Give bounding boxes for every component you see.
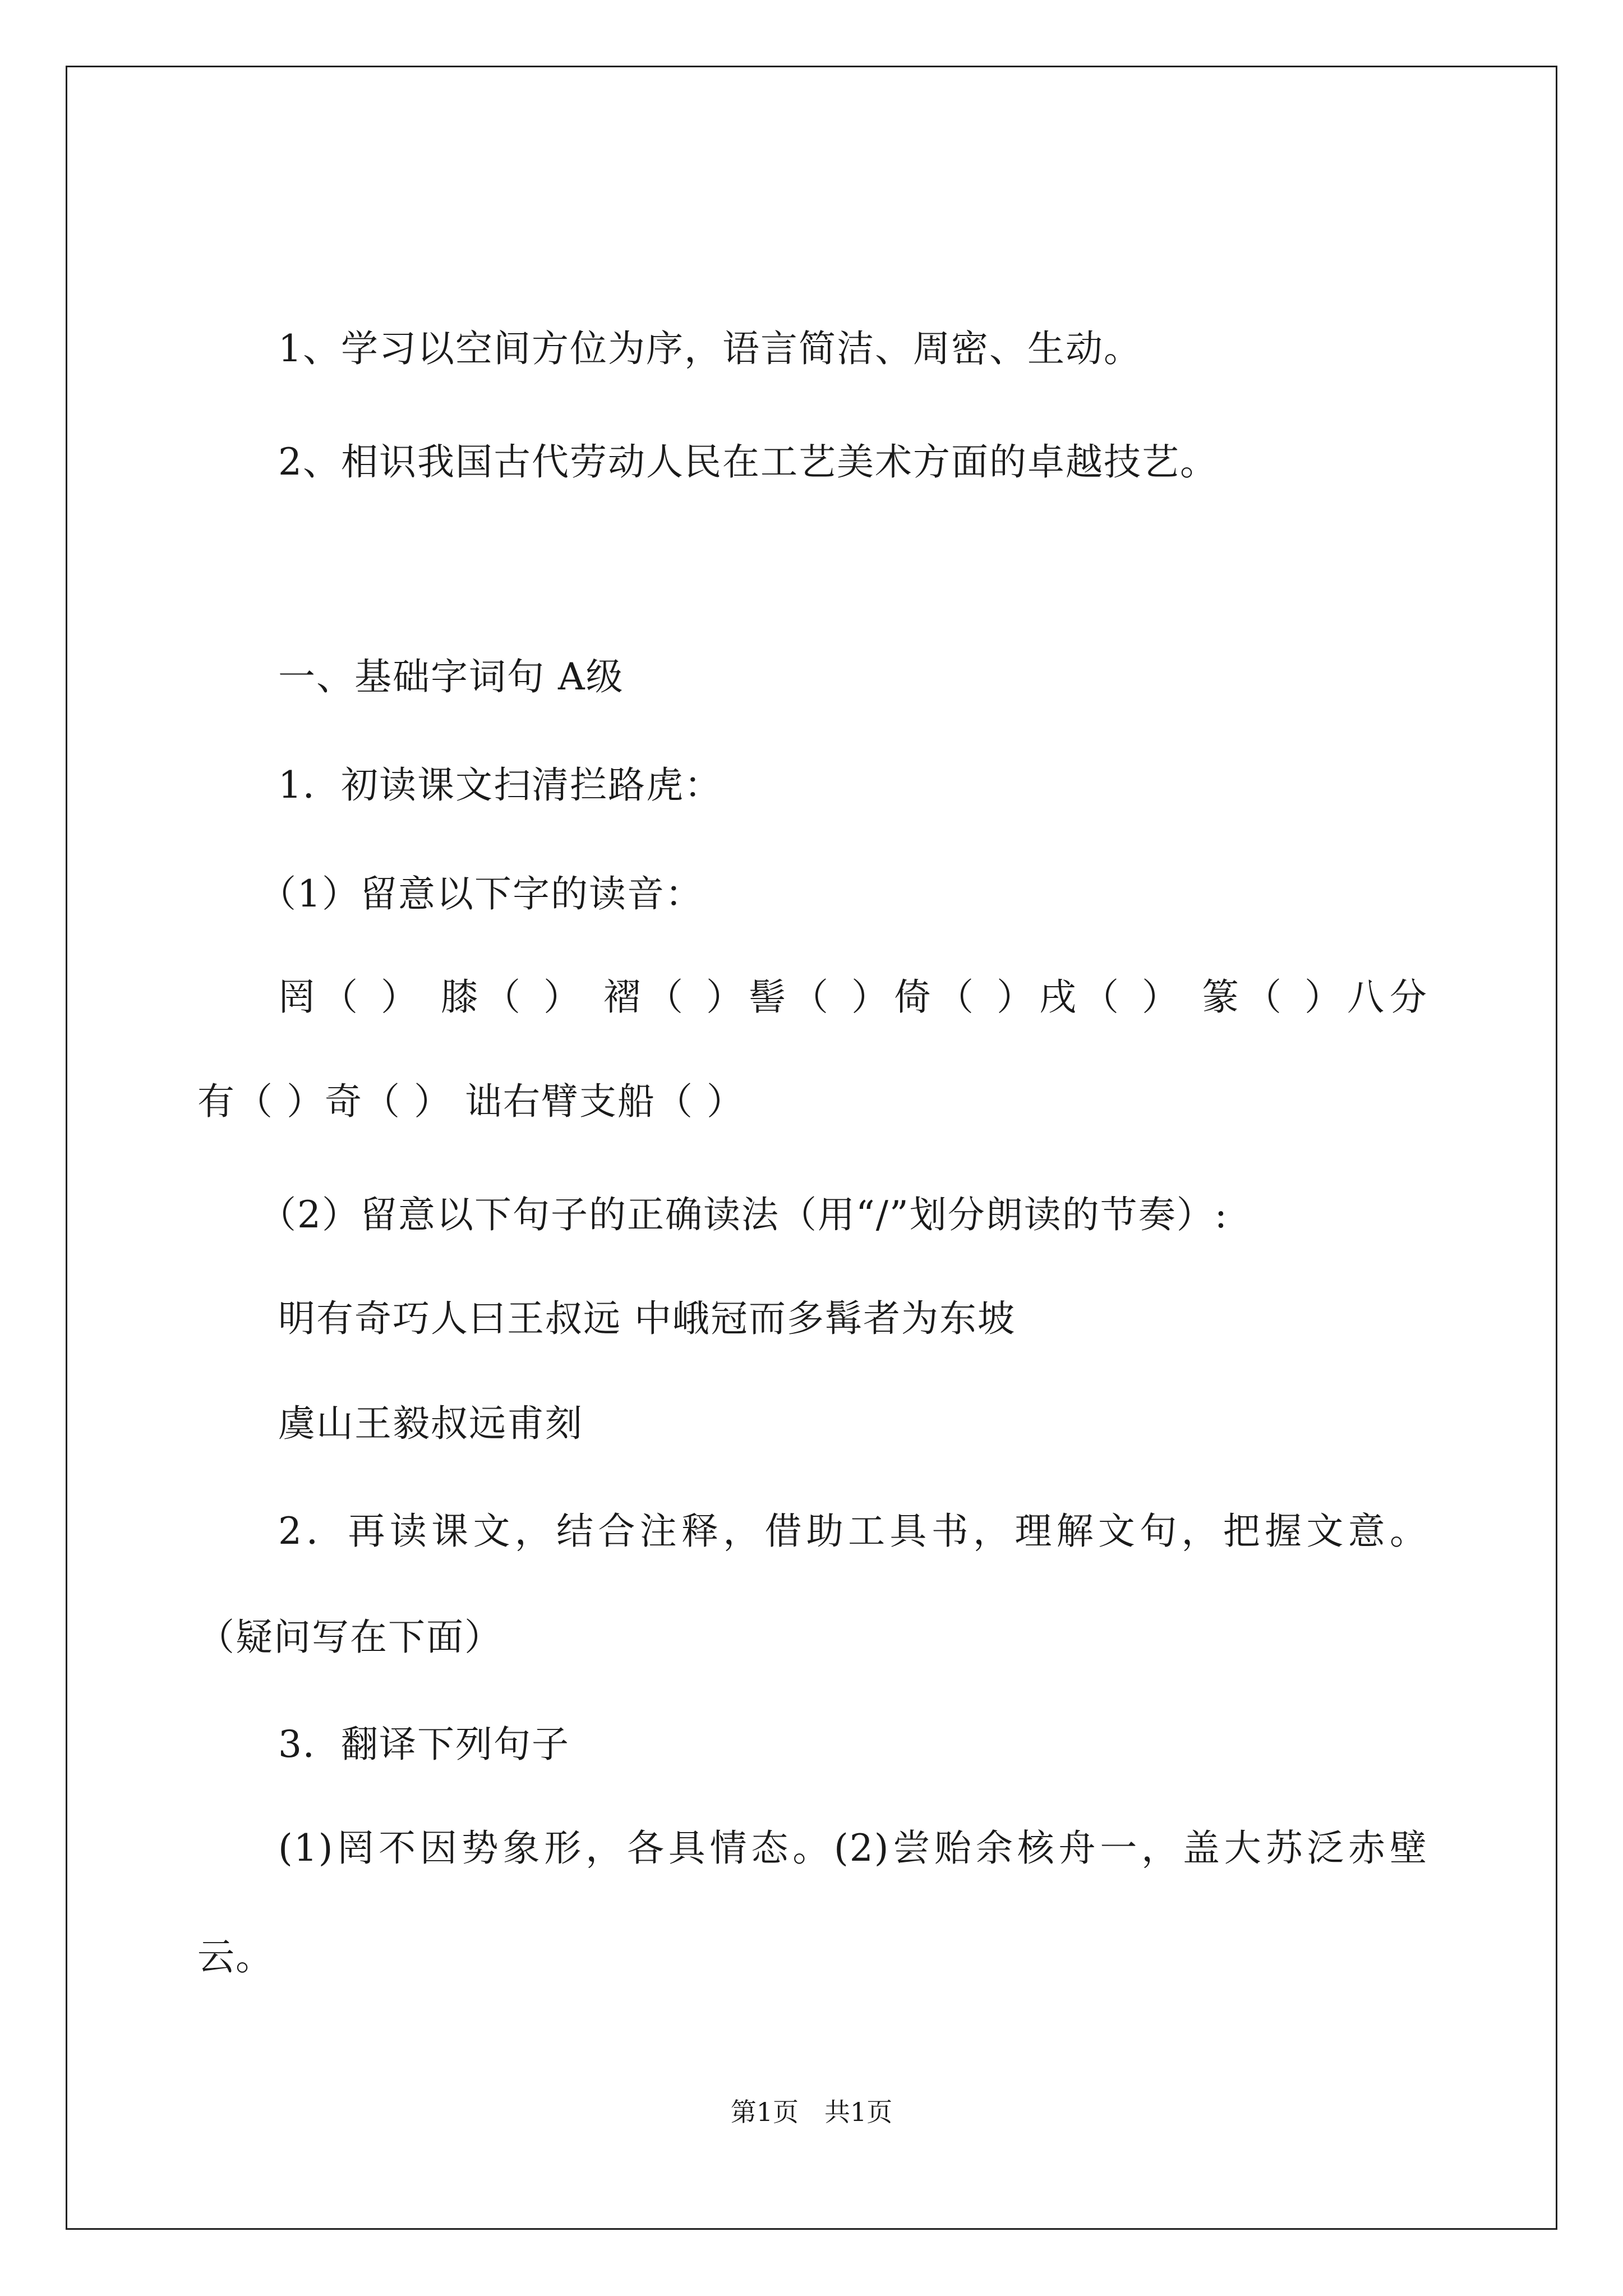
question-2-line-2: （疑问写在下面） [197, 1616, 502, 1659]
question-2-line-1: 2．再读课文，结合注释，借助工具书，理解文句，把握文意。 [278, 1510, 1428, 1553]
objective-2: 2、相识我国古代劳动人民在工艺美术方面的卓越技艺。 [278, 440, 1218, 484]
question-1-title: 1．初读课文扫清拦路虎： [278, 763, 722, 807]
question-3-title: 3．翻译下列句子 [278, 1723, 570, 1766]
reading-sentence-1: 明有奇巧人曰王叔远 中峨冠而多髯者为东坡 [278, 1297, 1016, 1340]
reading-sentence-2: 虞山王毅叔远甫刻 [278, 1402, 583, 1445]
translation-line-2: 云。 [197, 1935, 274, 1978]
translation-line-1: (1)罔不因势象形，各具情态。(2)尝贻余核舟一，盖大苏泛赤壁 [278, 1826, 1428, 1870]
pronunciation-line-1: 罔（ ） 膝（ ） 褶（ ）髻（ ）倚（ ）戌（ ） 篆（ ）八分 [278, 976, 1428, 1019]
page-number: 第1页 共1页 [730, 2097, 893, 2127]
question-1-part-2-title: （2）留意以下句子的正确读法（用“/”划分朗读的节奏）: [259, 1193, 1228, 1236]
page-border [66, 66, 1557, 2230]
question-1-part-1-title: （1）留意以下字的读音： [259, 872, 703, 915]
objective-1: 1、学习以空间方位为序，语言简洁、周密、生动。 [278, 327, 1142, 370]
pronunciation-line-2: 有（ ）奇（ ） 诎右臂支船（ ） [197, 1080, 745, 1123]
section-heading: 一、基础字词句 A级 [278, 655, 624, 698]
